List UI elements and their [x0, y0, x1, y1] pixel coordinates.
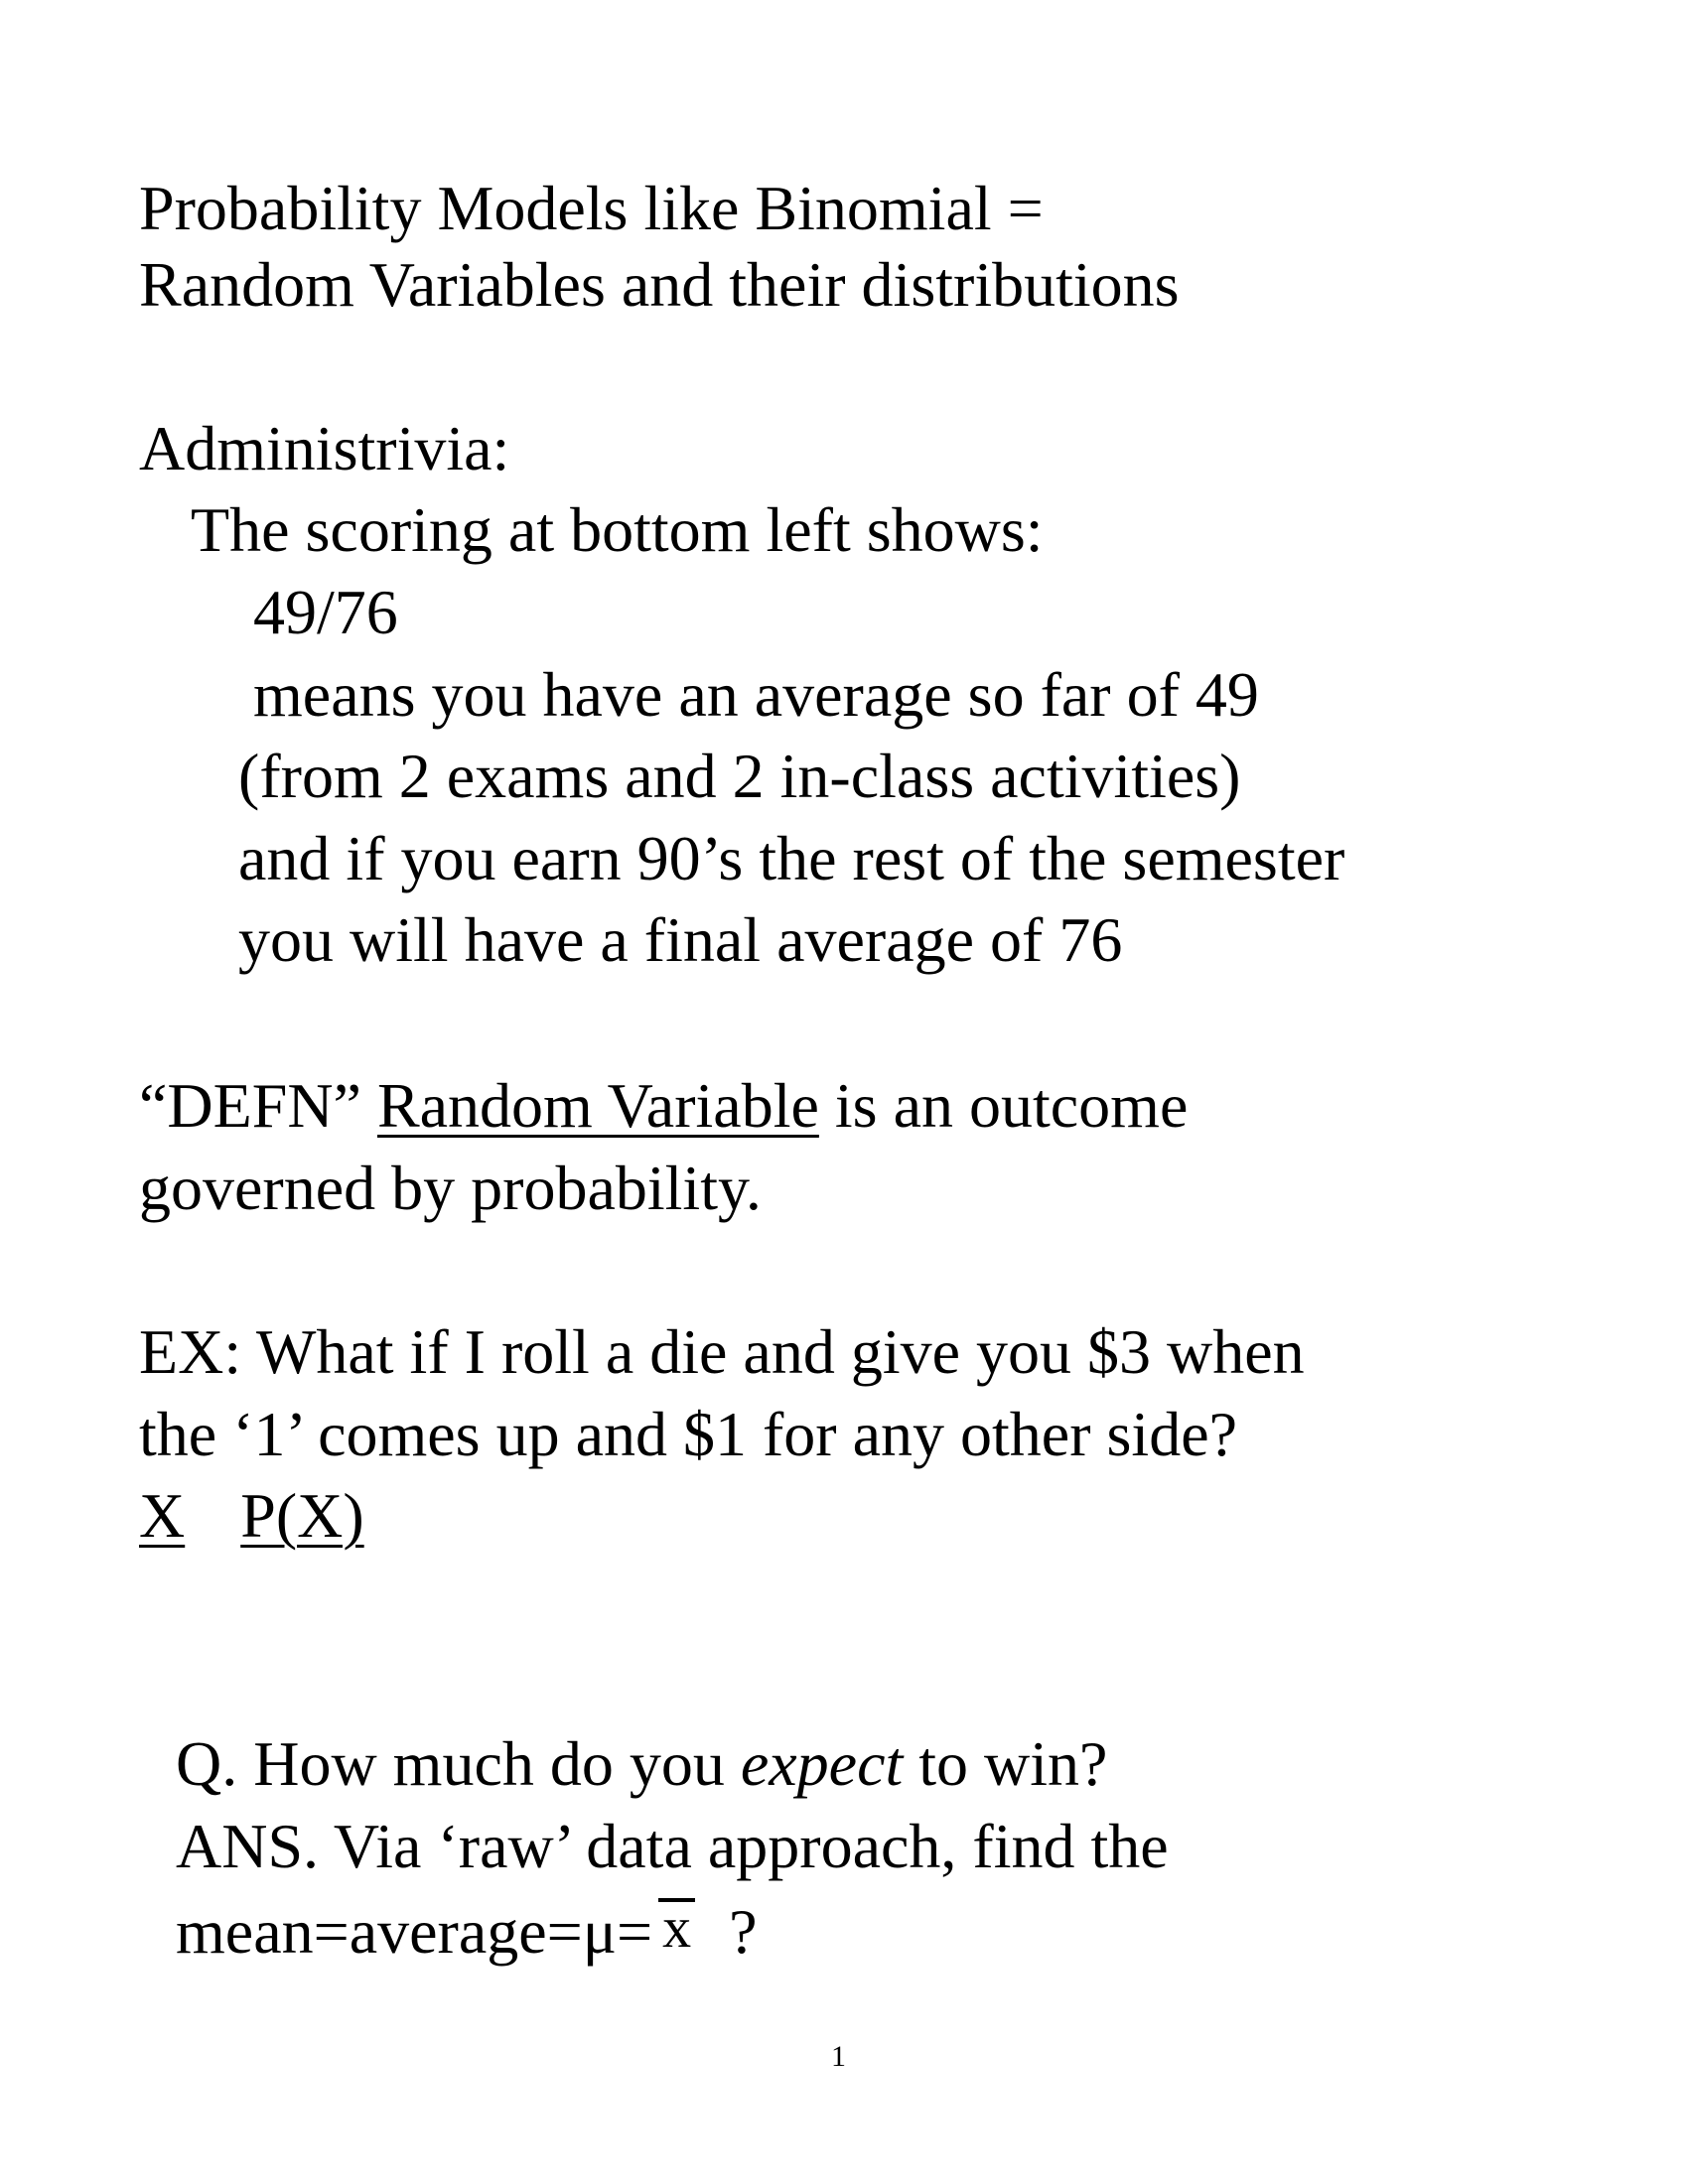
admin-heading: Administrivia:	[139, 413, 510, 483]
answer-line-2-suffix: ?	[729, 1896, 758, 1967]
question-line	[176, 1728, 1108, 1799]
admin-line-3: means you have an average so far of 49	[253, 659, 1259, 730]
question-emphasis: expect	[740, 1728, 904, 1799]
title-line-2: Random Variables and their distributions	[139, 249, 1180, 320]
admin-line-4: (from 2 exams and 2 in-class activities)	[238, 741, 1241, 811]
answer-line-2-prefix: mean=average=μ=	[176, 1896, 653, 1967]
answer-line-1: ANS. Via ‘raw’ data approach, find the	[176, 1811, 1169, 1881]
definition-prefix: “DEFN”	[139, 1070, 361, 1141]
admin-line-5: and if you earn 90’s the rest of the semester	[238, 823, 1345, 893]
example-line-1: EX: What if I roll a die and give you $3 when	[139, 1316, 1305, 1387]
example-table-header	[139, 1480, 364, 1551]
example-line-2: the ‘1’ comes up and $1 for any other side?	[139, 1399, 1237, 1469]
definition-line-2: governed by probability.	[139, 1153, 762, 1223]
definition-rest: is an outcome	[834, 1070, 1189, 1141]
admin-line-6: you will have a final average of 76	[238, 904, 1123, 975]
column-x: X	[139, 1480, 186, 1551]
admin-score: 49/76	[253, 577, 398, 647]
page-number: 1	[831, 2040, 846, 2073]
question-suffix: to win?	[918, 1728, 1108, 1799]
definition-term: Random Variable	[376, 1070, 819, 1141]
x-bar-symbol: x	[658, 1898, 695, 1954]
admin-line-1: The scoring at bottom left shows:	[191, 494, 1044, 565]
definition-line-1	[139, 1070, 1189, 1141]
column-px: P(X)	[240, 1480, 364, 1551]
question-prefix: Q. How much do you	[176, 1728, 725, 1799]
answer-line-2	[176, 1895, 758, 1967]
title-line-1: Probability Models like Binomial =	[139, 173, 1044, 243]
